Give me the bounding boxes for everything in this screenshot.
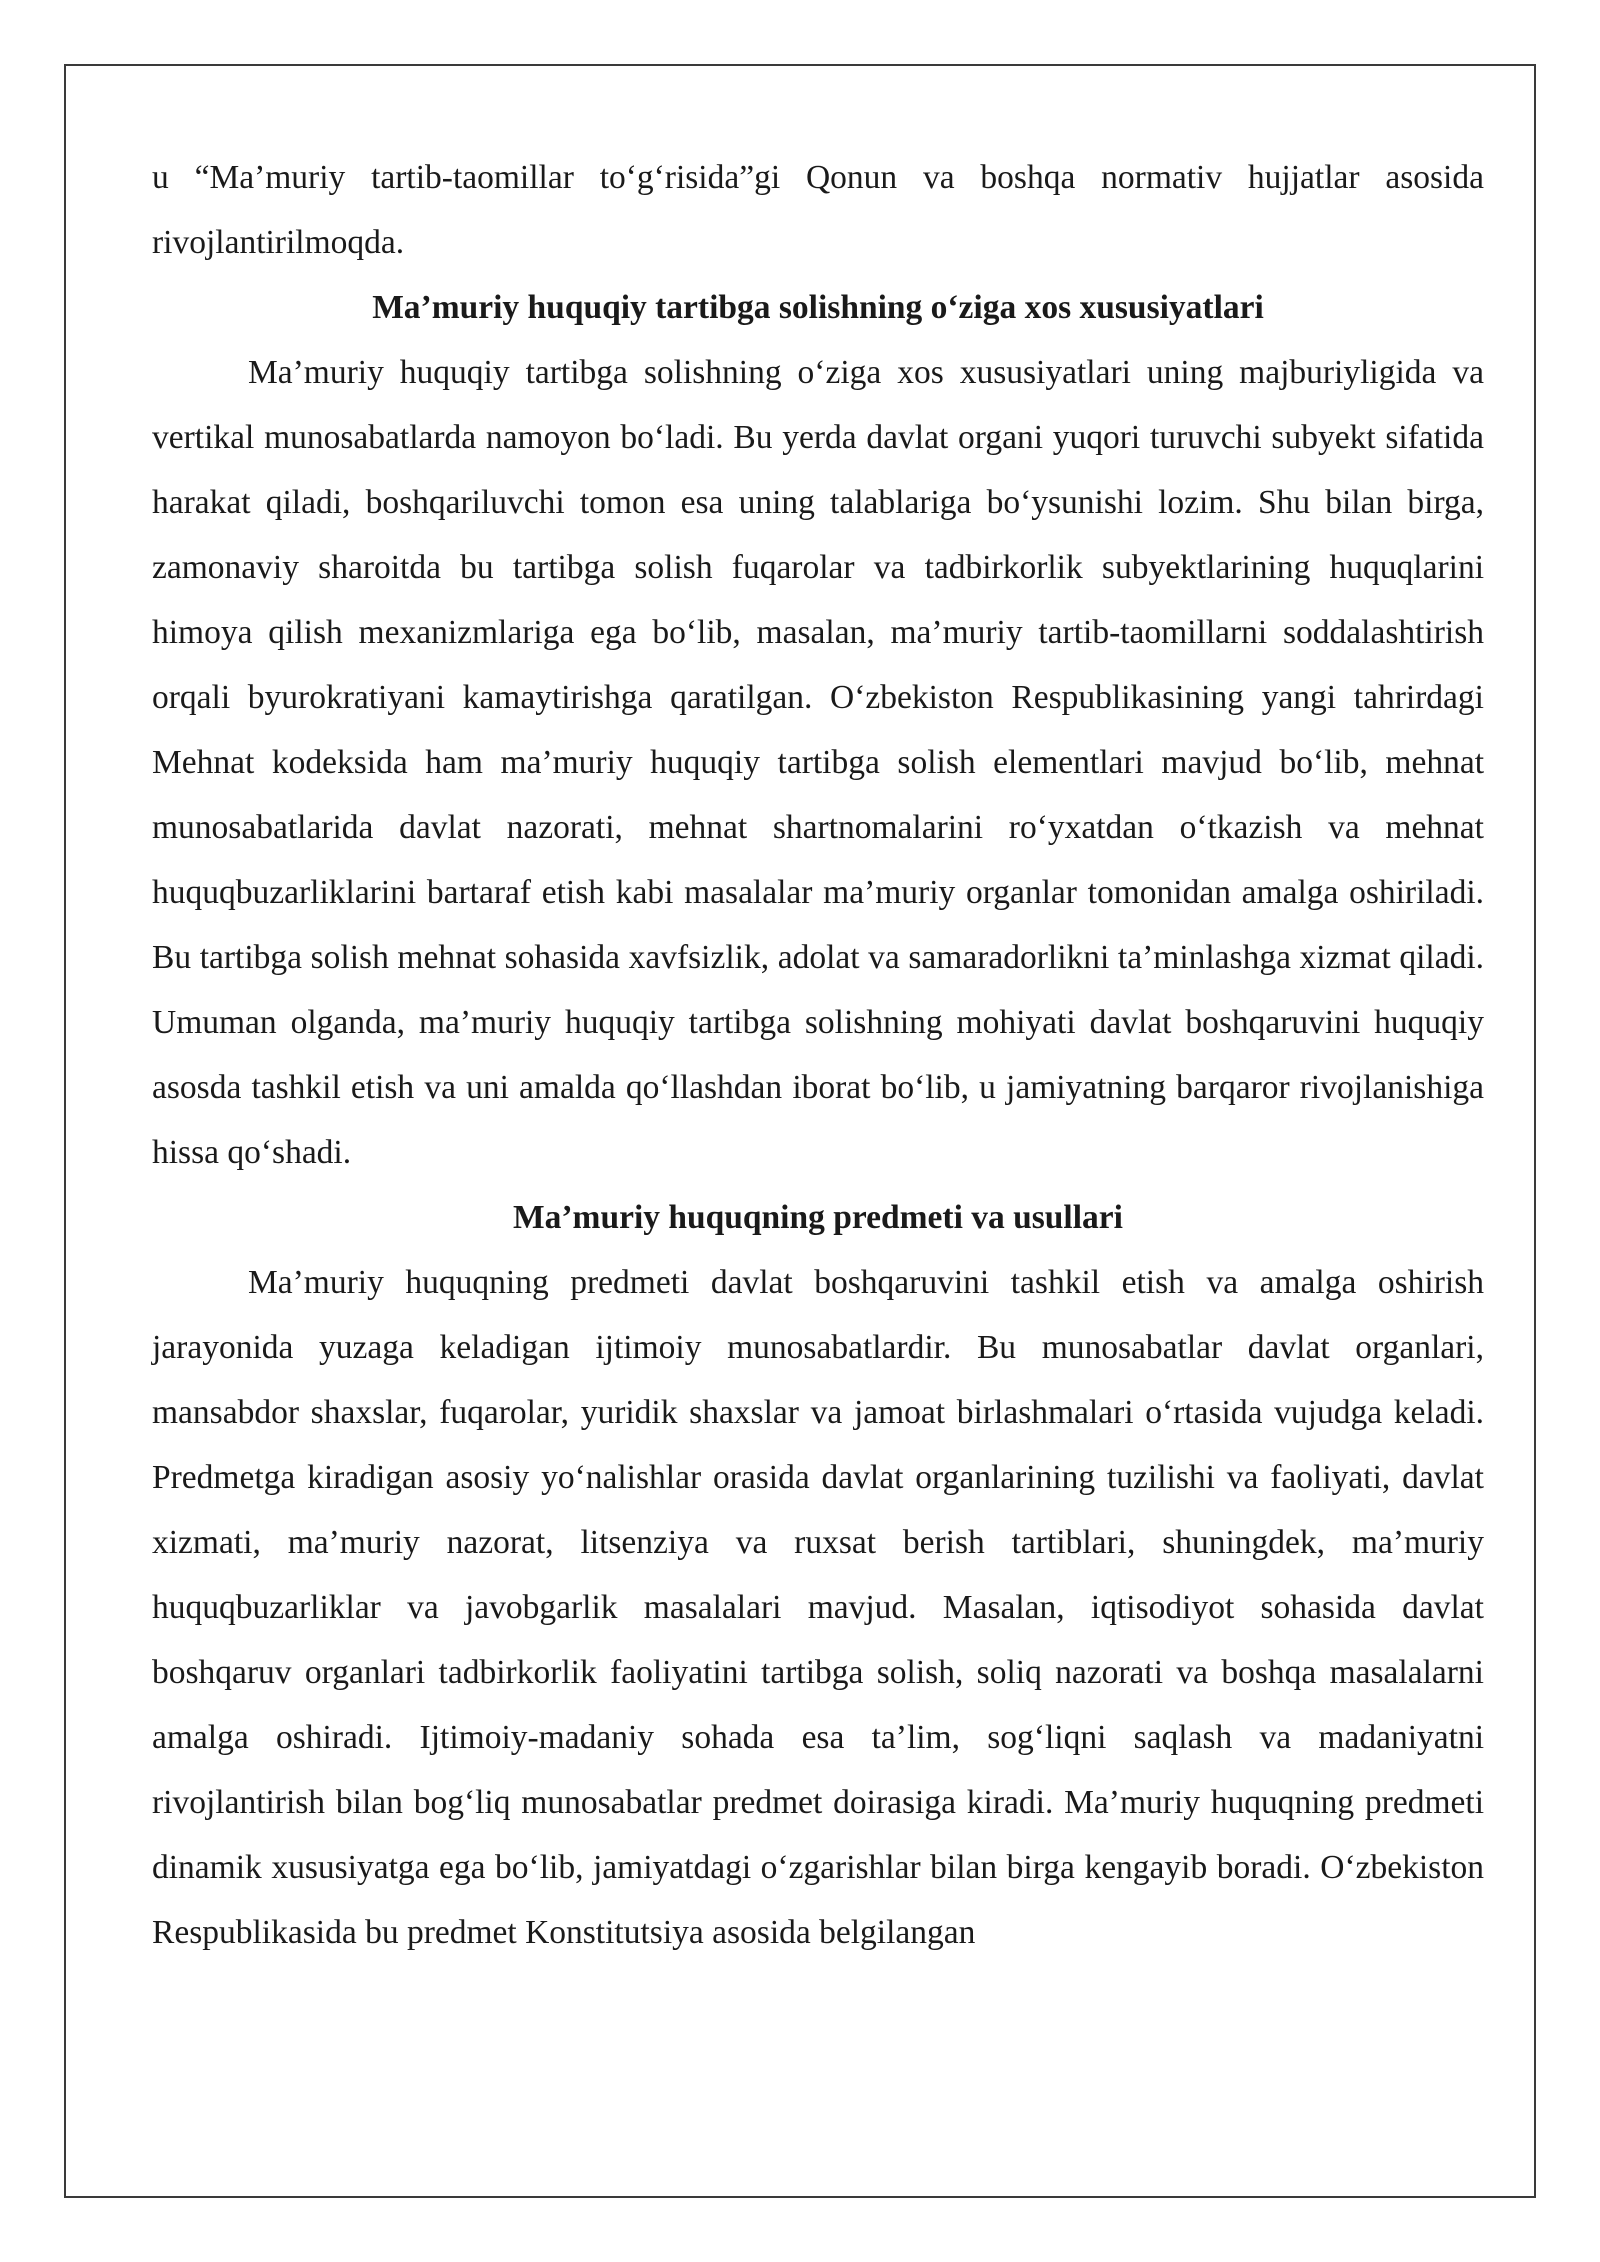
section-heading-features: Ma’muriy huquqiy tartibga solishning o‘ziga xos xususiyatlari bbox=[372, 289, 1264, 326]
paragraph-continuation: u “Ma’muriy tartib-taomillar to‘g‘risida”gi Qonun va boshqa normativ hujjatlar asosida rivojlantirilmoqda. bbox=[152, 159, 1484, 261]
document-body bbox=[152, 145, 1484, 1965]
paragraph-subject: Ma’muriy huquqning predmeti davlat boshqaruvini tashkil etish va amalga oshirish jarayonida yuzaga keladigan ijtimoiy munosabatlardir. Bu munosabatlar davlat organlari, mansabdor shaxslar, fuqarolar, yuridik shaxslar va jamoat birlashmalari o‘rtasida vujudga keladi. Predmetga kiradigan asosiy yo‘nalishlar orasida davlat organlarining tuzilishi va faoliyati, davlat xizmati, ma’muriy nazorat, litsenziya va ruxsat berish tartiblari, shuningdek, ma’muriy huquqbuzarliklar va javobgarlik masalalari mavjud. Masalan, iqtisodiyot sohasida davlat boshqaruv organlari tadbirkorlik faoliyatini tartibga solish, soliq nazorati va boshqa masalalarni amalga oshiradi. Ijtimoiy-madaniy sohada esa ta’lim, sog‘liqni saqlash va madaniyatni rivojlantirish bilan bog‘liq munosabatlar predmet doirasiga kiradi. Ma’muriy huquqning predmeti dinamik xususiyatga ega bo‘lib, jamiyatdagi o‘zgarishlar bilan birga kengayib boradi. O‘zbekiston Respublikasida bu predmet Konstitutsiya asosida belgilangan bbox=[152, 1264, 1484, 1951]
section-heading-subject-methods: Ma’muriy huquqning predmeti va usullari bbox=[513, 1199, 1123, 1236]
paragraph-features: Ma’muriy huquqiy tartibga solishning o‘ziga xos xususiyatlari uning majburiyligida va vertikal munosabatlarda namoyon bo‘ladi. Bu yerda davlat organi yuqori turuvchi subyekt sifatida harakat qiladi, boshqariluvchi tomon esa uning talablariga bo‘ysunishi lozim. Shu bilan birga, zamonaviy sharoitda bu tartibga solish fuqarolar va tadbirkorlik subyektlarining huquqlarini himoya qilish mexanizmlariga ega bo‘lib, masalan, ma’muriy tartib-taomillarni soddalashtirish orqali byurokratiyani kamaytirishga qaratilgan. O‘zbekiston Respublikasining yangi tahrirdagi Mehnat kodeksida ham ma’muriy huquqiy tartibga solish elementlari mavjud bo‘lib, mehnat munosabatlarida davlat nazorati, mehnat shartnomalarini ro‘yxatdan o‘tkazish va mehnat huquqbuzarliklarini bartaraf etish kabi masalalar ma’muriy organlar tomonidan amalga oshiriladi. Bu tartibga solish mehnat sohasida xavfsizlik, adolat va samaradorlikni ta’minlashga xizmat qiladi. Umuman olganda, ma’muriy huquqiy tartibga solishning mohiyati davlat boshqaruvini huquqiy asosda tashkil etish va uni amalda qo‘llashdan iborat bo‘lib, u jamiyatning barqaror rivojlanishiga hissa qo‘shadi. bbox=[152, 354, 1484, 1171]
